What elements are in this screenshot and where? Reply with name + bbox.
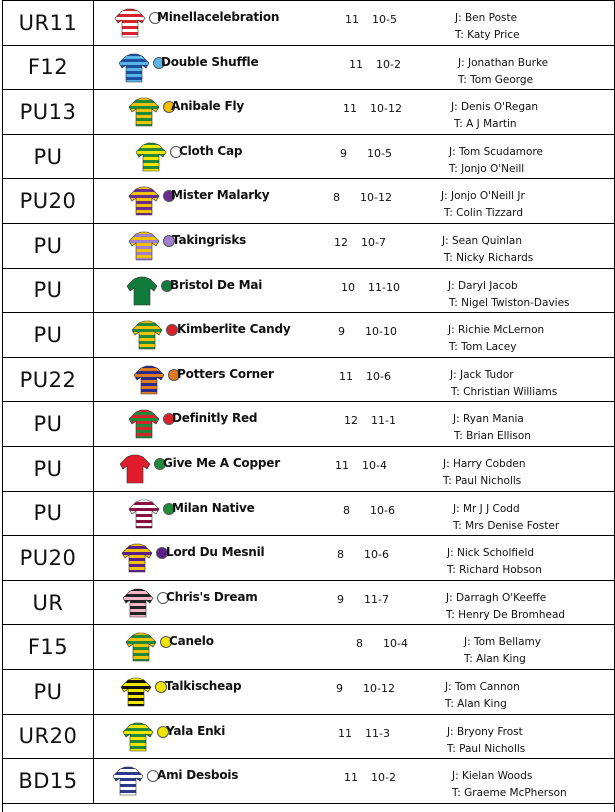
horse-name: Ami Desbois — [157, 768, 239, 783]
table-row — [3, 804, 614, 812]
jockey-name: J: Daryl Jacob — [448, 279, 518, 292]
jockey-name: J: Nick Scholfield — [447, 547, 535, 560]
horse-name: Anibale Fly — [171, 99, 244, 114]
jockey-name: J: Harry Cobden — [443, 457, 526, 470]
horse-weight: 10-5 — [367, 146, 392, 160]
trainer-name: T: Tom George — [458, 73, 534, 86]
trainer-name: T: Henry De Bromhead — [446, 608, 566, 621]
horse-name: Definitly Red — [172, 411, 258, 426]
finish-position: PU22 — [3, 358, 94, 402]
horse-weight: 11-7 — [364, 592, 389, 606]
jockey-silks-icon — [117, 53, 151, 83]
jockey-silks-icon — [132, 365, 166, 395]
horse-age: 8 — [356, 637, 363, 651]
table-row — [3, 90, 614, 135]
finish-position: PU — [3, 224, 94, 268]
jockey-name: J: Bryony Frost — [447, 725, 523, 738]
finish-position: PU20 — [3, 536, 94, 580]
finish-position: PU — [3, 402, 94, 446]
horse-name: Yala Enki — [166, 723, 226, 738]
horse-name: Give Me A Copper — [163, 455, 280, 470]
horse-name: Mister Malarky — [171, 188, 270, 203]
horse-age: 12 — [334, 235, 348, 249]
jockey-silks-icon — [127, 499, 161, 529]
table-row — [3, 536, 614, 581]
horse-name: Talkischeap — [165, 678, 242, 693]
horse-age: 11 — [345, 13, 359, 26]
horse-age: 8 — [333, 191, 340, 205]
table-row — [3, 581, 614, 626]
trainer-name: T: Alan King — [445, 697, 507, 710]
horse-age: 8 — [337, 548, 344, 562]
finish-position: PU — [3, 269, 94, 313]
trainer-name: T: Paul Nicholls — [447, 742, 526, 755]
trainer-name: T: Nicky Richards — [444, 251, 534, 264]
table-row — [3, 358, 614, 403]
table-row — [3, 179, 614, 224]
trainer-name: T: Richard Hobson — [447, 564, 542, 577]
jockey-silks-icon — [127, 231, 161, 261]
trainer-name: T: Mrs Denise Foster — [453, 519, 560, 532]
jockey-silks-icon — [111, 766, 145, 796]
jockey-silks-icon — [113, 8, 147, 38]
jockey-silks-icon — [121, 722, 155, 752]
horse-name: Chris's Dream — [166, 589, 258, 604]
jockey-silks-icon — [121, 588, 155, 618]
trainer-name: T: Alan King — [464, 653, 526, 666]
horse-name: Double Shuffle — [161, 54, 259, 69]
horse-weight: 10-12 — [363, 681, 395, 695]
horse-weight: 11-10 — [368, 280, 400, 294]
horse-weight: 10-7 — [361, 235, 386, 249]
finish-position: PU — [3, 313, 94, 357]
horse-name: Kimberlite Candy — [177, 322, 291, 337]
horse-age: 9 — [337, 592, 344, 606]
horse-age: 11 — [335, 458, 349, 472]
horse-weight: 10-6 — [364, 548, 389, 562]
table-row — [3, 492, 614, 537]
finish-position: PU — [3, 670, 94, 714]
horse-age: 12 — [344, 414, 358, 428]
jockey-name: J: Sean Quinlan — [442, 234, 523, 247]
horse-age: 11 — [339, 369, 353, 383]
horse-weight: 10-4 — [362, 458, 387, 472]
horse-age: 11 — [338, 726, 352, 740]
table-row — [3, 135, 614, 180]
trainer-name: T: Nigel Twiston-Davies — [449, 296, 570, 309]
jockey-name: J: Tom Scudamore — [449, 145, 543, 158]
finish-position: UR20 — [3, 715, 94, 759]
table-row — [3, 625, 614, 670]
jockey-name: J: Jonjo O'Neill Jr — [441, 190, 525, 203]
table-row — [3, 1, 614, 46]
horse-name: Milan Native — [172, 500, 255, 515]
finish-position: PU — [3, 492, 94, 536]
trainer-name: T: Graeme McPherson — [452, 787, 567, 800]
horse-weight: 10-4 — [383, 637, 408, 651]
table-row — [3, 313, 614, 358]
finish-position: PU13 — [3, 90, 94, 134]
jockey-silks-icon — [124, 632, 158, 662]
table-row — [3, 670, 614, 715]
horse-age: 11 — [349, 57, 363, 71]
horse-name: Bristol De Mai — [170, 277, 263, 292]
jockey-silks-icon — [125, 276, 159, 306]
jockey-silks-icon — [118, 454, 152, 484]
horse-age: 8 — [343, 503, 350, 517]
jockey-name: J: Richie McLernon — [448, 324, 545, 337]
trainer-name: T: Brian Ellison — [454, 430, 531, 443]
finish-position: BD15 — [3, 759, 94, 803]
trainer-name: T: Tom Lacey — [449, 341, 517, 354]
horse-weight: 10-2 — [371, 771, 396, 785]
horse-age: 10 — [341, 280, 355, 294]
trainer-name: T: Paul Nicholls — [443, 474, 522, 487]
table-row — [3, 447, 614, 492]
horse-weight: 10-2 — [376, 57, 401, 71]
jockey-silks-icon — [127, 186, 161, 216]
trainer-name: T: Christian Williams — [451, 385, 558, 398]
jockey-silks-icon — [119, 677, 153, 707]
trainer-name: T: Katy Price — [455, 29, 520, 41]
jockey-name: J: Jonathan Burke — [458, 56, 549, 69]
jockey-silks-icon — [127, 97, 161, 127]
table-row — [3, 269, 614, 314]
results-table — [2, 0, 615, 812]
table-row — [3, 46, 614, 91]
jockey-name: J: Ryan Mania — [453, 413, 524, 426]
trainer-name: T: Jonjo O'Neill — [449, 162, 525, 175]
jockey-silks-icon — [134, 142, 168, 172]
finish-position: UR11 — [3, 1, 94, 45]
horse-age: 11 — [343, 102, 357, 116]
jockey-name: J: Denis O'Regan — [451, 101, 539, 114]
horse-age: 9 — [338, 325, 345, 339]
finish-position: UR — [3, 581, 94, 625]
horse-name: Cloth Cap — [179, 143, 243, 158]
jockey-silks-icon — [130, 320, 164, 350]
finish-position: F12 — [3, 46, 94, 90]
horse-weight: 10-6 — [370, 503, 395, 517]
jockey-name: J: Mr J J Codd — [453, 502, 520, 515]
jockey-silks-icon — [127, 409, 161, 439]
table-row — [3, 759, 614, 804]
finish-position: PU — [3, 135, 94, 179]
horse-name: Minellacelebration — [157, 10, 280, 24]
jockey-name: J: Jack Tudor — [450, 368, 514, 381]
trainer-name: T: Colin Tizzard — [444, 207, 523, 220]
horse-weight: 10-10 — [365, 325, 397, 339]
jockey-name: J: Tom Bellamy — [464, 636, 541, 649]
trainer-name: T: A J Martin — [454, 118, 517, 131]
jockey-name: J: Kielan Woods — [452, 770, 533, 783]
horse-age: 9 — [340, 146, 347, 160]
finish-position: F15 — [3, 625, 94, 669]
jockey-name: J: Tom Cannon — [445, 680, 520, 693]
horse-weight: 11-3 — [365, 726, 390, 740]
table-row — [3, 402, 614, 447]
horse-name: Lord Du Mesnil — [166, 545, 265, 560]
table-row — [3, 715, 614, 760]
horse-age: 11 — [344, 771, 358, 785]
finish-position: PU — [3, 447, 94, 491]
jockey-name: J: Ben Poste — [455, 12, 518, 24]
table-row — [3, 224, 614, 269]
horse-name: Canelo — [169, 634, 214, 649]
horse-weight: 10-12 — [360, 191, 392, 205]
horse-name: Potters Corner — [177, 366, 274, 381]
finish-position: PU20 — [3, 179, 94, 223]
horse-weight: 11-1 — [371, 414, 396, 428]
horse-age: 9 — [336, 681, 343, 695]
horse-weight: 10-5 — [372, 13, 397, 26]
jockey-name: J: Darragh O'Keeffe — [446, 591, 547, 604]
horse-name: Takingrisks — [172, 232, 247, 247]
horse-weight: 10-6 — [366, 369, 391, 383]
horse-weight: 10-12 — [370, 102, 402, 116]
jockey-silks-icon — [120, 543, 154, 573]
